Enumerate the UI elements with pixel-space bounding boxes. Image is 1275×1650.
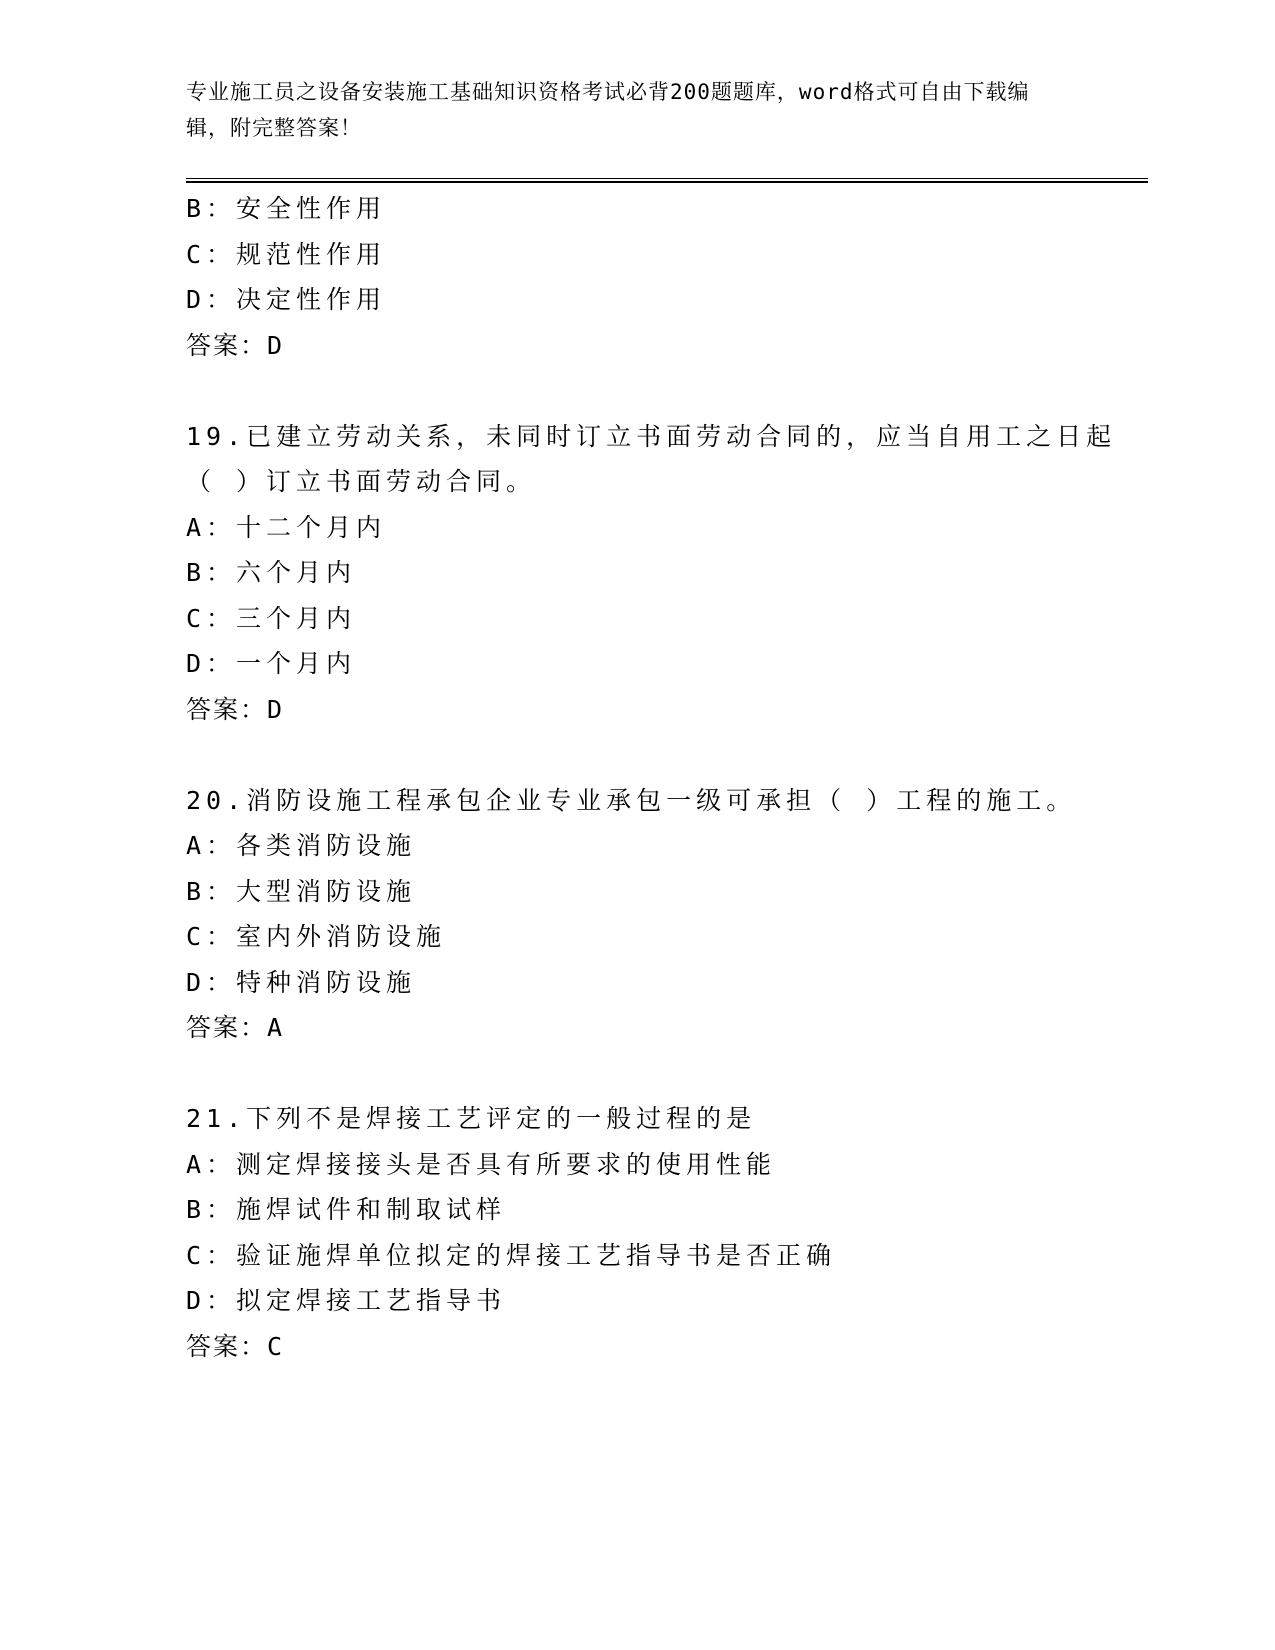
option-d: D：拟定焊接工艺指导书 (186, 1286, 507, 1315)
option-d: D：一个月内 (186, 649, 357, 678)
option-b: B：安全性作用 (186, 194, 387, 223)
question-list (186, 186, 1117, 1369)
answer: 答案：C (186, 1331, 285, 1361)
option-b: B：六个月内 (186, 558, 357, 587)
option-c: C：室内外消防设施 (186, 922, 447, 951)
spacer (186, 368, 1086, 414)
header-divider (186, 178, 1148, 183)
option-b: B：施焊试件和制取试样 (186, 1195, 507, 1224)
question-stem: 21.下列不是焊接工艺评定的一般过程的是 (186, 1104, 757, 1133)
answer: 答案：D (186, 694, 285, 724)
answer: 答案：D (186, 330, 285, 360)
option-d: D：决定性作用 (186, 285, 387, 314)
document-header: 专业施工员之设备安装施工基础知识资格考试必背200题题库，word格式可自由下载编辑，附完整答案！ (186, 80, 1030, 140)
option-a: A：十二个月内 (186, 512, 387, 542)
option-a: A：各类消防设施 (186, 831, 417, 860)
option-b: B：大型消防设施 (186, 876, 417, 906)
spacer (186, 1051, 1086, 1097)
option-a: A：测定焊接接头是否具有所要求的使用性能 (186, 1149, 777, 1179)
answer: 答案：A (186, 1013, 285, 1042)
option-c: C：三个月内 (186, 603, 357, 633)
question-stem-continued: （ ）订立书面劳动合同。 (186, 467, 537, 496)
option-c: C：验证施焊单位拟定的焊接工艺指导书是否正确 (186, 1240, 837, 1270)
option-c: C：规范性作用 (186, 239, 387, 269)
question-stem: 20.消防设施工程承包企业专业承包一级可承担（ ）工程的施工。 (186, 785, 1077, 815)
question-stem: 19.已建立劳动关系，未同时订立书面劳动合同的，应当自用工之日起 (186, 421, 1117, 451)
option-d: D：特种消防设施 (186, 967, 417, 997)
spacer (186, 732, 1086, 778)
